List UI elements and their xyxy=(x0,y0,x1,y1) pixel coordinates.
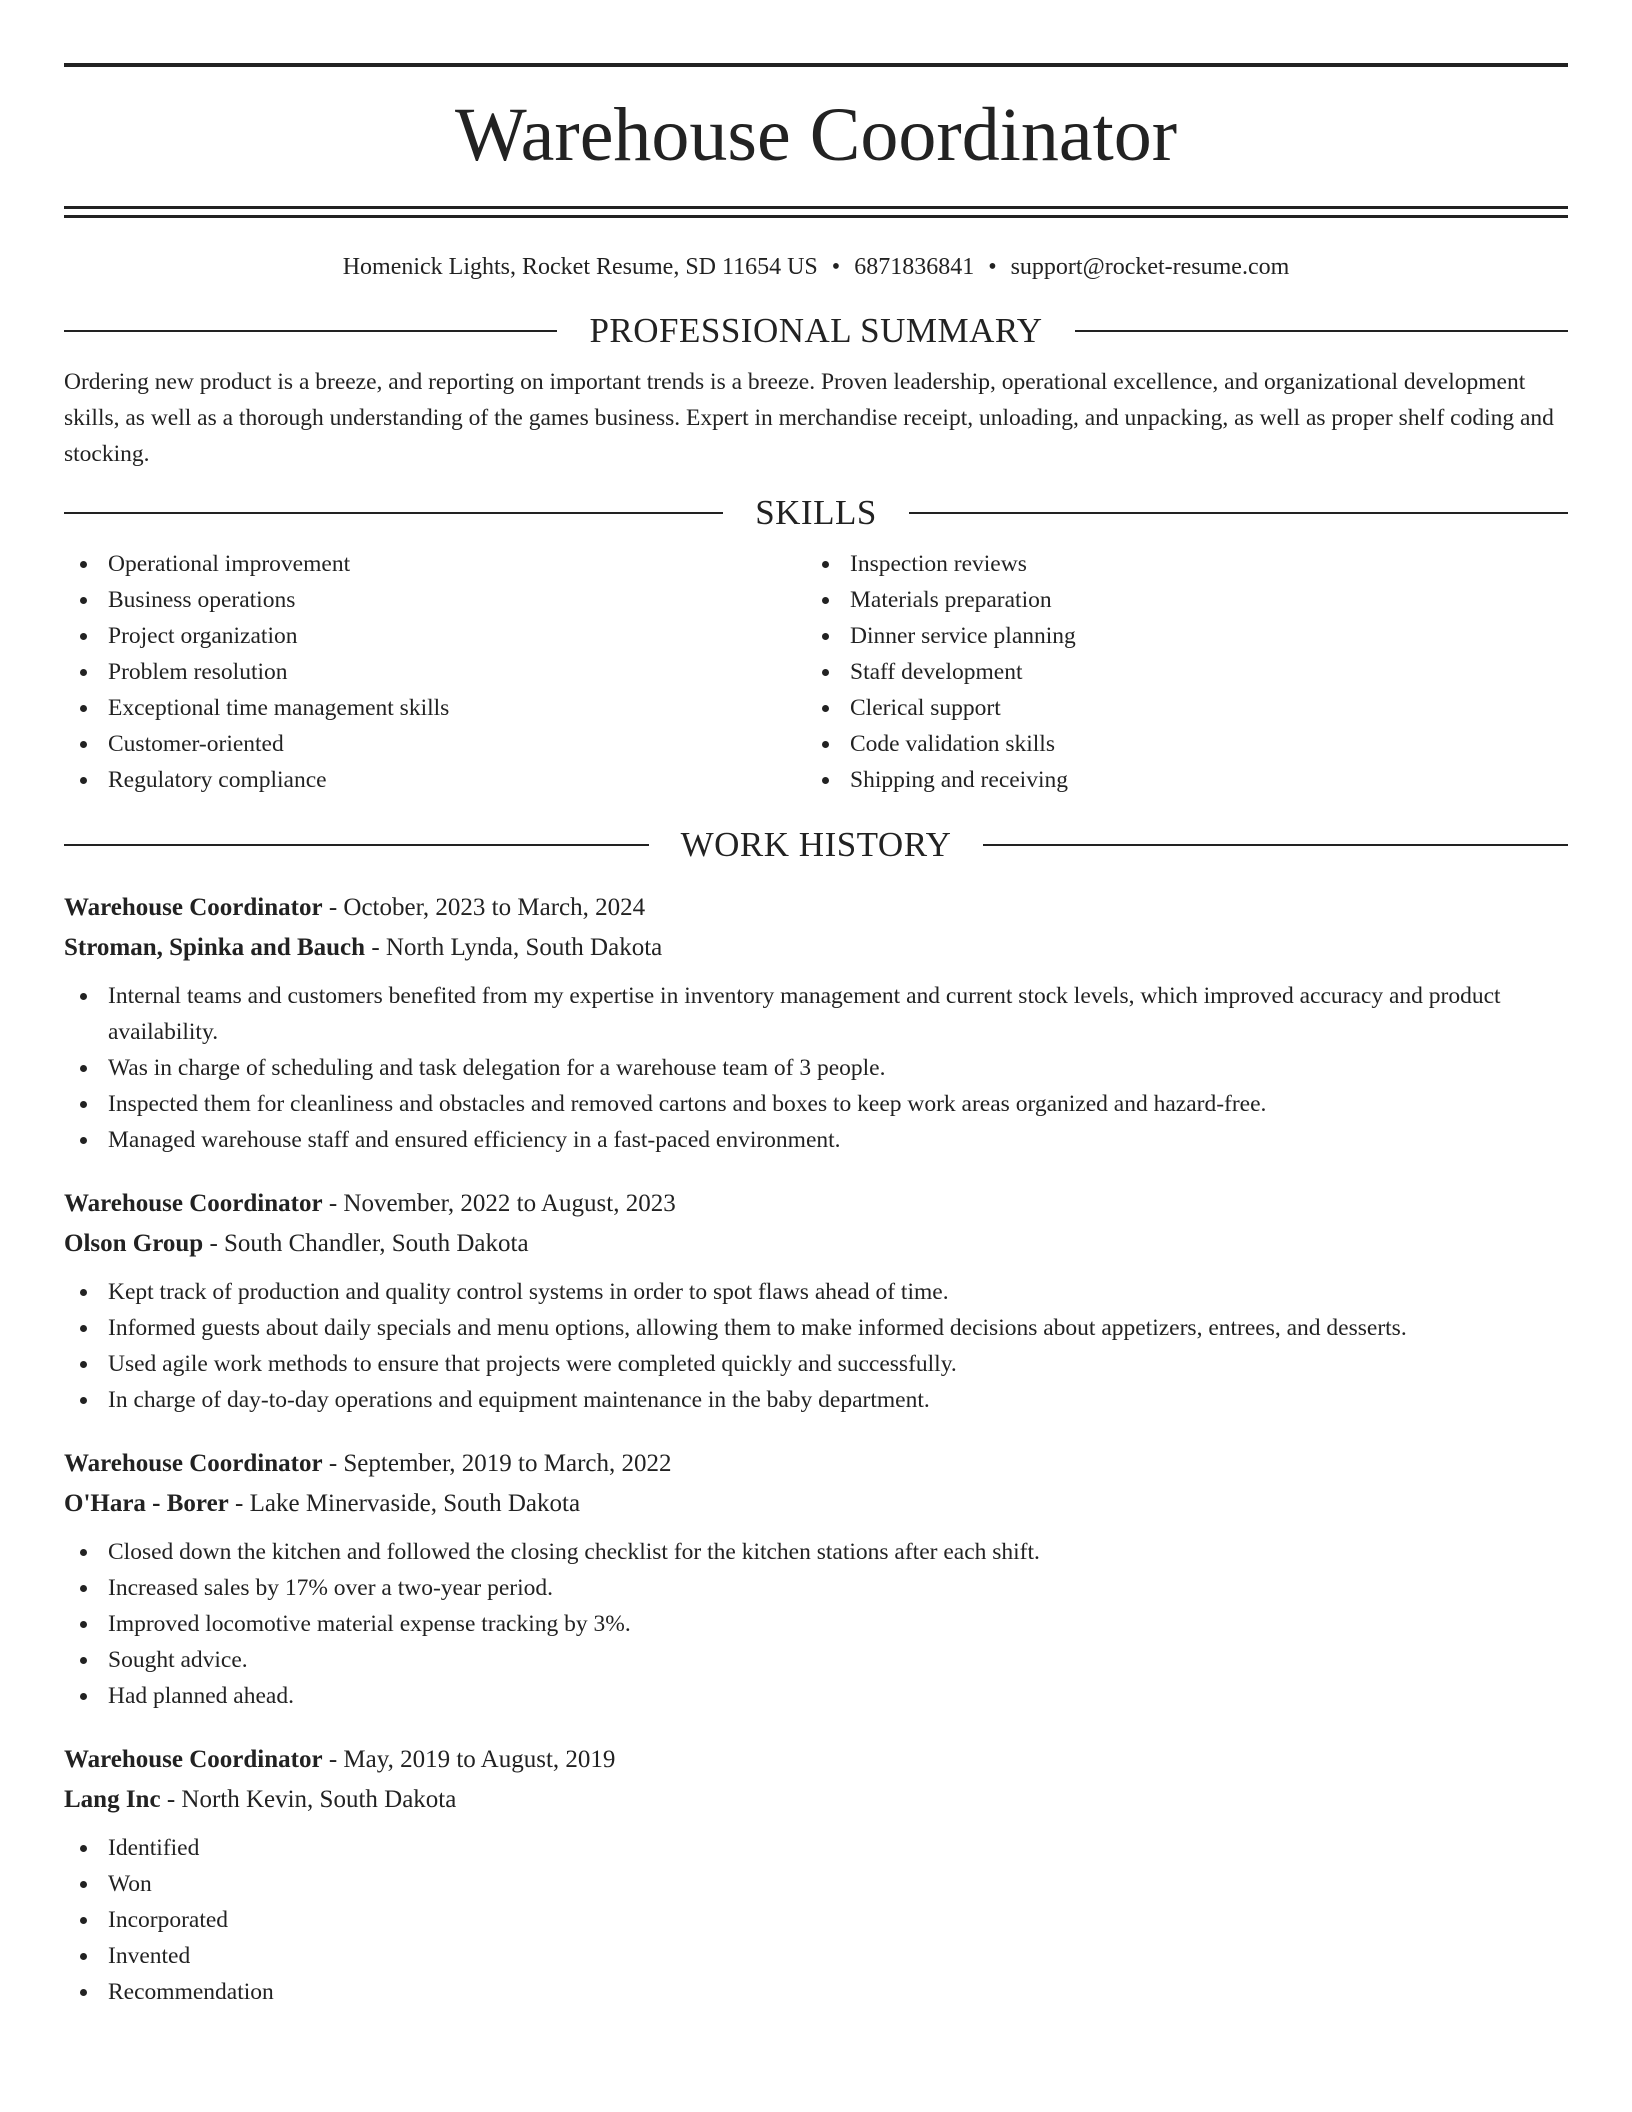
job-bullet: Incorporated xyxy=(64,1902,1568,1938)
job-title-line xyxy=(64,1444,1568,1484)
job-title-line xyxy=(64,1184,1568,1224)
heading-rule-left xyxy=(64,844,649,846)
job-bullet: In charge of day-to-day operations and equipment maintenance in the baby department. xyxy=(64,1382,1568,1418)
job-location: - North Lynda, South Dakota xyxy=(365,934,663,961)
resume-page xyxy=(64,0,1568,2036)
skill-item: Project organization xyxy=(64,618,806,654)
skill-item: Dinner service planning xyxy=(806,618,1548,654)
job-bullet: Closed down the kitchen and followed the closing checklist for the kitchen stations after each shift. xyxy=(64,1534,1568,1570)
header-double-rule-lower xyxy=(64,215,1568,218)
job-bullet: Improved locomotive material expense tracking by 3%. xyxy=(64,1606,1568,1642)
skills-heading-label: SKILLS xyxy=(755,493,877,532)
job-entry xyxy=(64,1740,1568,2010)
job-title: Warehouse Coordinator xyxy=(64,1450,323,1477)
contact-separator: • xyxy=(831,254,841,280)
skill-item: Regulatory compliance xyxy=(64,762,806,798)
heading-rule-right xyxy=(983,844,1568,846)
header-top-rule xyxy=(64,63,1568,67)
skills-list-right xyxy=(806,546,1548,798)
job-location: - Lake Minervaside, South Dakota xyxy=(228,1490,581,1517)
job-bullet: Won xyxy=(64,1866,1568,1902)
job-title: Warehouse Coordinator xyxy=(64,894,323,921)
job-bullets xyxy=(64,1274,1568,1418)
job-bullet: Sought advice. xyxy=(64,1642,1568,1678)
job-bullet: Informed guests about daily specials and menu options, allowing them to make informed decisions about appetizers, entrees, and desserts. xyxy=(64,1310,1568,1346)
job-bullet: Recommendation xyxy=(64,1974,1568,2010)
skill-item: Operational improvement xyxy=(64,546,806,582)
job-company: Olson Group xyxy=(64,1230,204,1257)
heading-rule-right xyxy=(909,512,1568,514)
job-title-line xyxy=(64,1740,1568,1780)
contact-address: Homenick Lights, Rocket Resume, SD 11654 US xyxy=(342,254,818,280)
heading-rule-left xyxy=(64,512,723,514)
header-double-rule-upper xyxy=(64,206,1568,209)
work-section-heading xyxy=(64,824,1568,866)
job-title: Warehouse Coordinator xyxy=(64,1746,323,1773)
job-bullet: Managed warehouse staff and ensured efficiency in a fast-paced environment. xyxy=(64,1122,1568,1158)
summary-heading-label: PROFESSIONAL SUMMARY xyxy=(589,311,1043,350)
job-bullet: Identified xyxy=(64,1830,1568,1866)
job-bullet: Inspected them for cleanliness and obstacles and removed cartons and boxes to keep work areas organized and hazard-free. xyxy=(64,1086,1568,1122)
job-bullet: Used agile work methods to ensure that projects were completed quickly and successfully. xyxy=(64,1346,1568,1382)
job-bullet: Internal teams and customers benefited from my expertise in inventory management and current stock levels, which improved accuracy and product availability. xyxy=(64,978,1568,1050)
heading-rule-left xyxy=(64,330,557,332)
skill-item: Problem resolution xyxy=(64,654,806,690)
job-bullet: Increased sales by 17% over a two-year period. xyxy=(64,1570,1568,1606)
skill-item: Shipping and receiving xyxy=(806,762,1548,798)
job-bullets xyxy=(64,978,1568,1158)
job-bullet: Kept track of production and quality control systems in order to spot flaws ahead of time. xyxy=(64,1274,1568,1310)
job-dates: - September, 2019 to March, 2022 xyxy=(322,1450,672,1477)
heading-rule-right xyxy=(1075,330,1568,332)
job-title: Warehouse Coordinator xyxy=(64,1190,323,1217)
skills-section-heading xyxy=(64,492,1568,534)
job-company: O'Hara - Borer xyxy=(64,1490,229,1517)
job-company-line xyxy=(64,1484,1568,1524)
job-company-line xyxy=(64,1780,1568,1820)
job-bullets xyxy=(64,1830,1568,2010)
skill-item: Business operations xyxy=(64,582,806,618)
job-title-line xyxy=(64,888,1568,928)
skill-item: Materials preparation xyxy=(806,582,1548,618)
skill-item: Code validation skills xyxy=(806,726,1548,762)
job-dates: - October, 2023 to March, 2024 xyxy=(322,894,646,921)
skill-item: Staff development xyxy=(806,654,1548,690)
job-bullets xyxy=(64,1534,1568,1714)
job-company: Stroman, Spinka and Bauch xyxy=(64,934,366,961)
resume-title: Warehouse Coordinator xyxy=(455,93,1177,177)
summary-section-heading xyxy=(64,310,1568,352)
job-bullet: Had planned ahead. xyxy=(64,1678,1568,1714)
skills-list-left xyxy=(64,546,806,798)
contact-separator: • xyxy=(988,254,997,280)
job-bullet: Invented xyxy=(64,1938,1568,1974)
job-location: - North Kevin, South Dakota xyxy=(160,1786,457,1813)
skills-columns xyxy=(64,546,1568,798)
skill-item: Inspection reviews xyxy=(806,546,1548,582)
job-dates: - May, 2019 to August, 2019 xyxy=(322,1746,616,1773)
job-company: Lang Inc xyxy=(64,1786,161,1813)
job-company-line xyxy=(64,1224,1568,1264)
job-location: - South Chandler, South Dakota xyxy=(203,1230,529,1257)
work-history-list xyxy=(64,888,1568,2010)
skill-item: Exceptional time management skills xyxy=(64,690,806,726)
skill-item: Clerical support xyxy=(806,690,1548,726)
job-company-line xyxy=(64,928,1568,968)
contact-email: support@rocket-resume.com xyxy=(1010,254,1290,280)
job-dates: - November, 2022 to August, 2023 xyxy=(322,1190,676,1217)
job-bullet: Was in charge of scheduling and task delegation for a warehouse team of 3 people. xyxy=(64,1050,1568,1086)
job-entry xyxy=(64,888,1568,1158)
work-heading-label: WORK HISTORY xyxy=(680,825,952,864)
skill-item: Customer-oriented xyxy=(64,726,806,762)
contact-phone: 6871836841 xyxy=(854,254,975,280)
summary-text: Ordering new product is a breeze, and reporting on important trends is a breeze. Proven leadership, operational excellence, and organizational development skills, as well as a thorough understanding of the games business. Expert in merchandise receipt, unloading, and unpacking, as well as proper shelf coding and stocking. xyxy=(64,369,1554,467)
job-entry xyxy=(64,1184,1568,1418)
contact-line xyxy=(64,252,1568,282)
job-entry xyxy=(64,1444,1568,1714)
